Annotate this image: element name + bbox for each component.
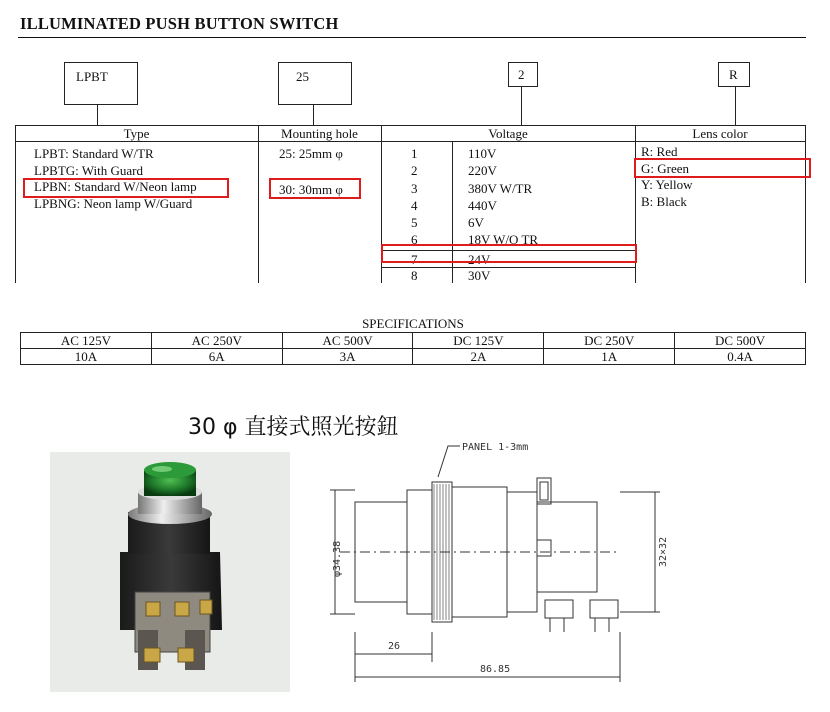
lens-item: Y: Yellow bbox=[641, 177, 693, 192]
type-item: LPBN: Standard W/Neon lamp bbox=[34, 179, 197, 194]
spec-value: 10A bbox=[21, 349, 152, 365]
highlight-lens bbox=[634, 158, 811, 178]
leader-line bbox=[735, 87, 736, 125]
voltage-row bbox=[381, 162, 635, 179]
panel-label: PANEL 1-3mm bbox=[462, 442, 529, 453]
table-rule bbox=[805, 125, 806, 283]
spec-header: DC 125V bbox=[413, 333, 544, 349]
product-caption: 30 φ 直接式照光按鈕 bbox=[188, 415, 399, 440]
voltage-rows bbox=[381, 145, 635, 249]
highlight-type bbox=[23, 178, 229, 198]
code-box-voltage bbox=[508, 62, 538, 87]
spec-header: AC 125V bbox=[21, 333, 152, 349]
diameter-label: φ34.38 bbox=[332, 540, 343, 577]
voltage-value: 24V bbox=[468, 252, 491, 267]
code-hole-value: 25 bbox=[296, 69, 309, 84]
spec-value-row bbox=[21, 349, 806, 365]
spec-header: AC 500V bbox=[282, 333, 413, 349]
size-label: 32×32 bbox=[658, 536, 669, 567]
dim-26-label: 26 bbox=[388, 641, 401, 652]
voltage-code: 3 bbox=[411, 180, 418, 196]
code-series-value: LPBT bbox=[76, 69, 108, 84]
mounting-item: 30: 30mm φ bbox=[279, 182, 343, 197]
spec-header: AC 250V bbox=[151, 333, 282, 349]
leader-line bbox=[97, 105, 98, 125]
spec-value: 2A bbox=[413, 349, 544, 365]
voltage-value: 30V bbox=[468, 268, 491, 283]
voltage-value: 220V bbox=[468, 163, 497, 179]
voltage-code: 5 bbox=[411, 215, 418, 231]
code-voltage-value: 2 bbox=[518, 67, 525, 82]
code-box-hole bbox=[278, 62, 352, 105]
voltage-code: 6 bbox=[411, 232, 418, 248]
code-lens-value: R bbox=[729, 67, 738, 82]
lens-item: B: Black bbox=[641, 193, 687, 209]
spec-header-row bbox=[21, 333, 806, 349]
voltage-row bbox=[381, 214, 635, 231]
type-item: LPBTG: With Guard bbox=[34, 162, 144, 178]
voltage-code: 1 bbox=[411, 146, 418, 161]
mounting-item: 25: 25mm φ bbox=[279, 146, 343, 161]
highlight-mounting bbox=[269, 178, 361, 199]
voltage-row bbox=[381, 145, 635, 162]
dim-length-label: 86.85 bbox=[480, 664, 511, 675]
voltage-row bbox=[381, 197, 635, 214]
header-lens: Lens color bbox=[692, 126, 748, 141]
voltage-code: 7 bbox=[411, 252, 418, 267]
spec-value: 3A bbox=[282, 349, 413, 365]
voltage-row bbox=[381, 180, 635, 197]
header-voltage: Voltage bbox=[488, 126, 528, 141]
voltage-value: 110V bbox=[468, 146, 497, 161]
spec-table bbox=[20, 332, 806, 365]
code-box-lens bbox=[718, 62, 750, 87]
lens-item: R: Red bbox=[641, 144, 678, 159]
header-mounting: Mounting hole bbox=[281, 126, 358, 141]
selection-table bbox=[15, 125, 806, 283]
spec-value: 0.4A bbox=[675, 349, 806, 365]
voltage-code: 4 bbox=[411, 197, 418, 213]
type-item: LPBT: Standard W/TR bbox=[34, 146, 154, 161]
spec-header: DC 250V bbox=[544, 333, 675, 349]
product-photo bbox=[50, 452, 290, 692]
voltage-value: 6V bbox=[468, 215, 484, 231]
lens-item: G: Green bbox=[641, 160, 690, 176]
table-rule bbox=[15, 125, 16, 283]
header-type: Type bbox=[123, 126, 150, 141]
type-item: LPBNG: Neon lamp W/Guard bbox=[34, 195, 193, 211]
voltage-value: 18V W/O TR bbox=[468, 232, 539, 248]
voltage-value: 380V W/TR bbox=[468, 180, 533, 196]
voltage-value: 440V bbox=[468, 197, 497, 213]
spec-value: 6A bbox=[151, 349, 282, 365]
voltage-code: 8 bbox=[411, 268, 418, 283]
spec-title: SPECIFICATIONS bbox=[362, 316, 464, 331]
title-underline bbox=[18, 37, 806, 38]
dimension-drawing bbox=[320, 432, 820, 702]
leader-line bbox=[313, 105, 314, 125]
page-title: ILLUMINATED PUSH BUTTON SWITCH bbox=[20, 14, 339, 33]
voltage-row bbox=[381, 268, 635, 284]
code-box-series bbox=[64, 62, 138, 105]
leader-line bbox=[521, 87, 522, 125]
spec-value: 1A bbox=[544, 349, 675, 365]
spec-header: DC 500V bbox=[675, 333, 806, 349]
highlight-voltage bbox=[381, 244, 637, 263]
voltage-code: 2 bbox=[411, 163, 418, 179]
table-rule bbox=[258, 125, 259, 283]
